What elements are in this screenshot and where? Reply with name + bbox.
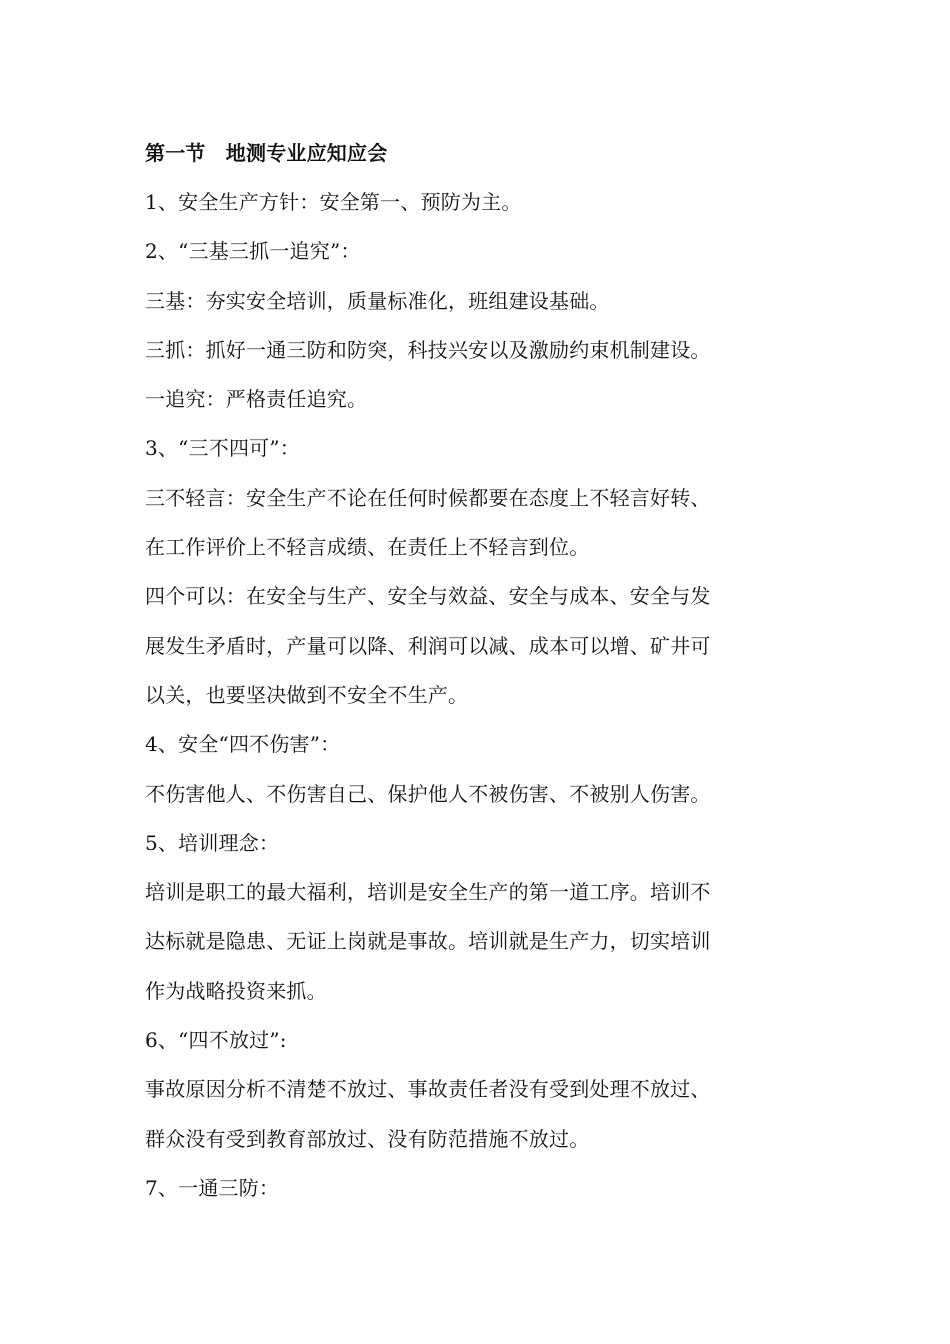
text-line: 不伤害他人、不伤害自己、保护他人不被伤害、不被别人伤害。 [145, 781, 711, 806]
text-line: 三基：夯实安全培训，质量标准化，班组建设基础。 [145, 288, 610, 313]
text-line: 3、“三不四可”： [145, 436, 300, 461]
text-line: 2、“三基三抓一追究”： [145, 239, 361, 264]
text-line: 事故原因分析不清楚不放过、事故责任者没有受到处理不放过、 [145, 1077, 711, 1102]
section-title: 第一节 地测专业应知应会 [145, 141, 388, 165]
text-line: 三抓：抓好一通三防和防突，科技兴安以及激励约束机制建设。 [145, 337, 711, 362]
text-line: 5、培训理念： [145, 830, 280, 855]
text-line: 三不轻言：安全生产不论在任何时候都要在态度上不轻言好转、 [145, 485, 711, 510]
text-line: 6、“四不放过”: [145, 1028, 287, 1053]
text-line: 四个可以：在安全与生产、安全与效益、安全与成本、安全与发 [145, 584, 711, 609]
text-line: 群众没有受到教育部放过、没有防范措施不放过。 [145, 1126, 590, 1151]
text-line: 一追究：严格责任追究。 [145, 387, 368, 412]
text-line: 以关，也要坚决做到不安全不生产。 [145, 682, 469, 707]
text-line: 展发生矛盾时，产量可以降、利润可以减、成本可以增、矿井可 [145, 633, 711, 658]
document-body [145, 128, 795, 1213]
text-line: 作为战略投资来抓。 [145, 978, 327, 1003]
text-line: 7、一通三防： [145, 1175, 280, 1200]
text-line: 培训是职工的最大福利，培训是安全生产的第一道工序。培训不 [145, 880, 711, 905]
text-line: 4、安全“四不伤害”： [145, 732, 341, 757]
text-line: 达标就是隐患、无证上岗就是事故。培训就是生产力，切实培训 [145, 929, 711, 954]
text-line: 在工作评价上不轻言成绩、在责任上不轻言到位。 [145, 535, 590, 560]
text-line: 1、安全生产方针：安全第一、预防为主。 [145, 190, 522, 214]
